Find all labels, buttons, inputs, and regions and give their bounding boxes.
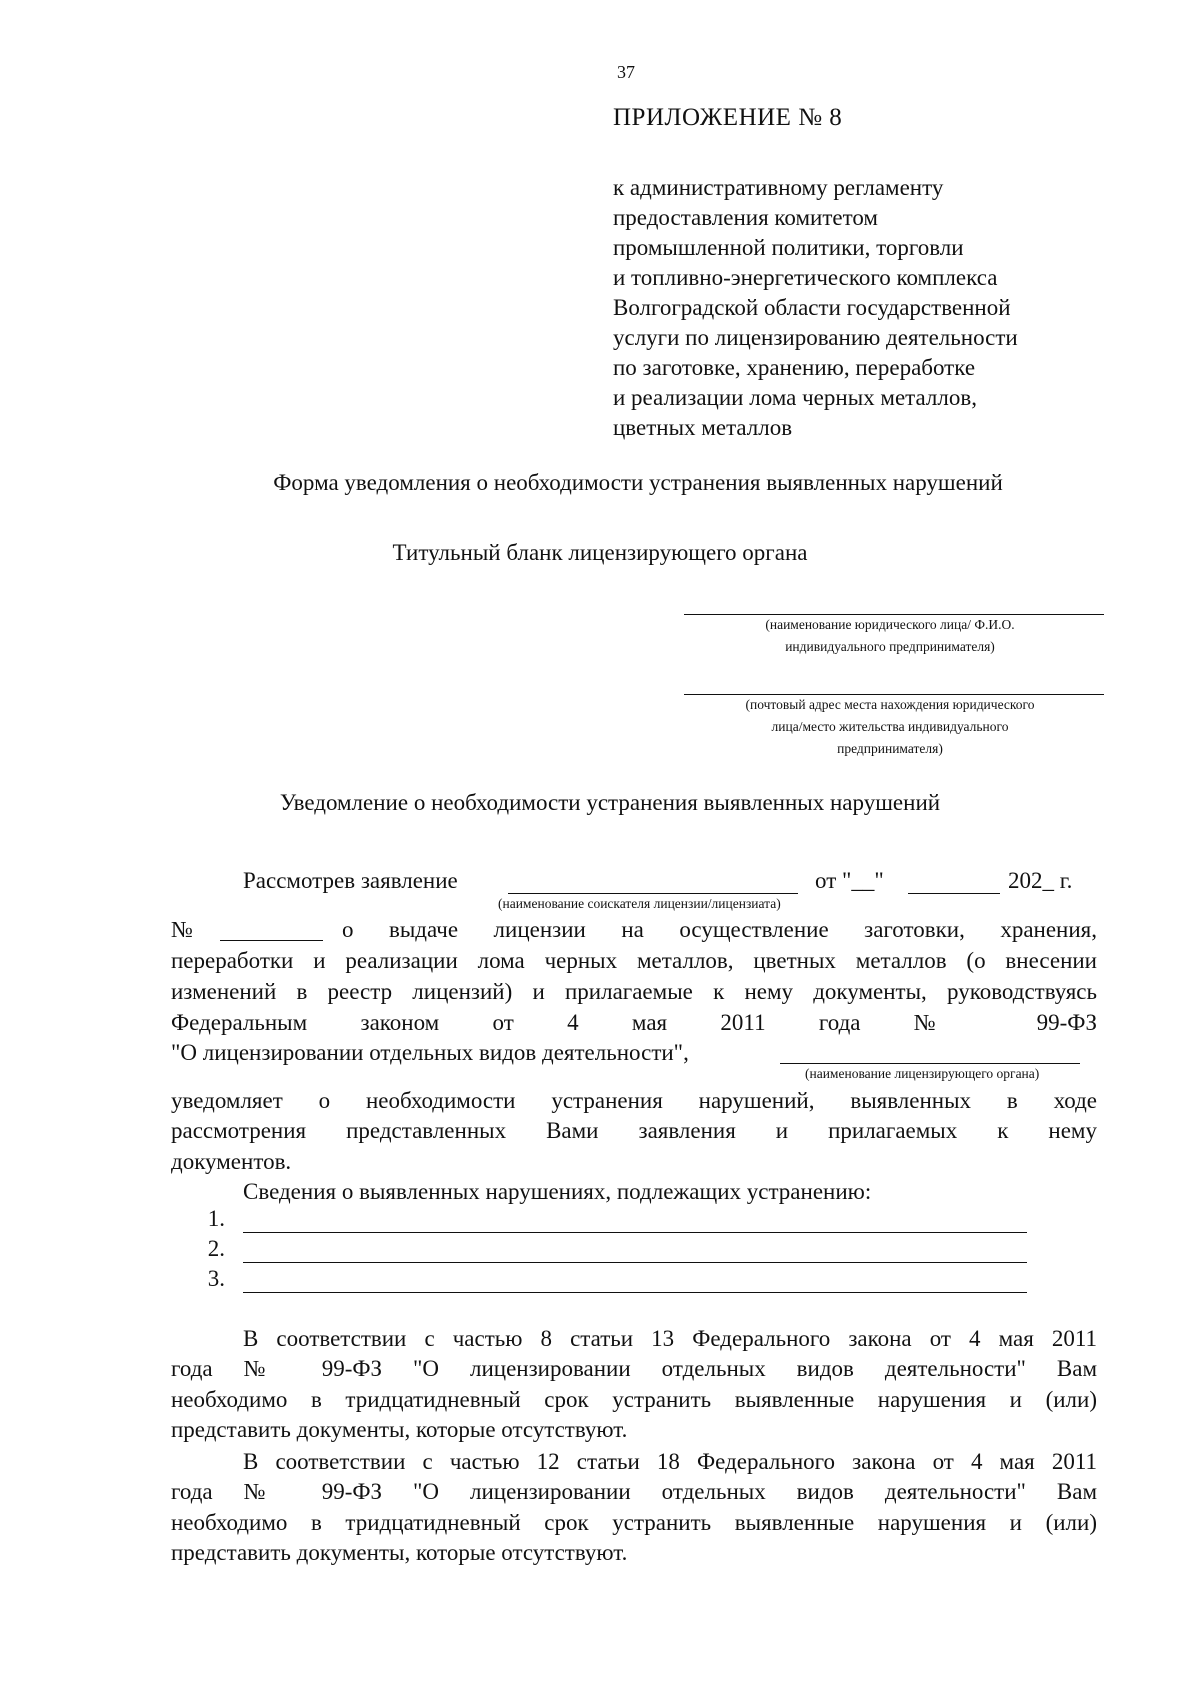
para1-line: В соответствии с частью 8 статьи 13 Федерального закона от 4 мая 2011 (243, 1326, 1097, 1351)
appendix-line: и реализации лома черных металлов, (613, 385, 977, 410)
appendix-line: промышленной политики, торговли (613, 235, 964, 260)
number-line (220, 940, 323, 941)
recipient-name-caption: (наименование юридического лица/ Ф.И.О. индивидуального предпринимателя) (765, 617, 1015, 654)
body-line-3: изменений в реестр лицензий) и прилагаемые к нему документы, руководствуясь (171, 979, 1097, 1004)
violations-intro: Сведения о выявленных нарушениях, подлежащих устранению: (243, 1179, 872, 1204)
date-from-label: от "__" (815, 868, 884, 893)
notice-title: Уведомление о необходимости устранения выявленных нарушений (279, 790, 941, 815)
para1-line: представить документы, которые отсутствуют. (171, 1417, 628, 1442)
appendix-line: по заготовке, хранению, переработке (613, 355, 976, 380)
applicant-line (508, 893, 798, 894)
authority-caption: (наименование лицензирующего органа) (805, 1066, 1040, 1081)
para1-line: необходимо в тридцатидневный срок устранить выявленные нарушения и (или) (171, 1387, 1097, 1412)
form-title: Форма уведомления о необходимости устранения выявленных нарушений (273, 470, 1003, 495)
date-month-line (908, 893, 1000, 894)
authority-line (780, 1063, 1080, 1064)
para2-line: В соответствии с частью 12 статьи 18 Федерального закона от 4 мая 2011 (243, 1449, 1097, 1474)
body-line-7: рассмотрения представленных Вами заявления и прилагаемых к нему (171, 1118, 1097, 1143)
body-line-1: о выдаче лицензии на осуществление заготовки, хранения, (342, 917, 1097, 942)
blank-title: Титульный бланк лицензирующего органа (392, 540, 808, 565)
appendix-title: ПРИЛОЖЕНИЕ № 8 (613, 104, 843, 131)
violation-item: 1. (0, 1206, 1200, 1236)
number-sign: № (171, 917, 193, 942)
body-line-4: Федеральным законом от 4 мая 2011 года № 99-ФЗ (171, 1010, 1097, 1035)
appendix-subtitle (613, 173, 1018, 443)
violation-item: 3. (0, 1266, 1200, 1296)
violation-item: 2. (0, 1236, 1200, 1266)
para1-line: года № 99-ФЗ "О лицензировании отдельных видов деятельности" Вам (171, 1356, 1097, 1381)
para2-line: представить документы, которые отсутствуют. (171, 1540, 628, 1565)
body-line-6: уведомляет о необходимости устранения нарушений, выявленных в ходе (171, 1088, 1097, 1113)
para2-line: необходимо в тридцатидневный срок устранить выявленные нарушения и (или) (171, 1510, 1097, 1535)
appendix-line: к административному регламенту (613, 175, 944, 200)
applicant-caption: (наименование соискателя лицензии/лицензиата) (498, 896, 781, 911)
date-year-label: 202_ г. (1008, 868, 1073, 893)
appendix-line: предоставления комитетом (613, 205, 878, 230)
recipient-address-caption: (почтовый адрес места нахождения юридического лица/место жительства индивидуального предпринимателя) (745, 697, 1035, 756)
body-line-8: документов. (171, 1149, 292, 1174)
appendix-line: Волгоградской области государственной (613, 295, 1011, 320)
para2-line: года № 99-ФЗ "О лицензировании отдельных видов деятельности" Вам (171, 1479, 1097, 1504)
body-line-5: "О лицензировании отдельных видов деятельности", (171, 1040, 689, 1065)
appendix-line: и топливно-энергетического комплекса (613, 265, 998, 290)
body-line-2: переработки и реализации лома черных металлов, цветных металлов (о внесении (171, 948, 1097, 973)
appendix-line: цветных металлов (613, 415, 793, 440)
considered-label: Рассмотрев заявление (243, 868, 458, 893)
appendix-line: услуги по лицензированию деятельности (613, 325, 1018, 350)
page-number: 37 (617, 62, 635, 82)
